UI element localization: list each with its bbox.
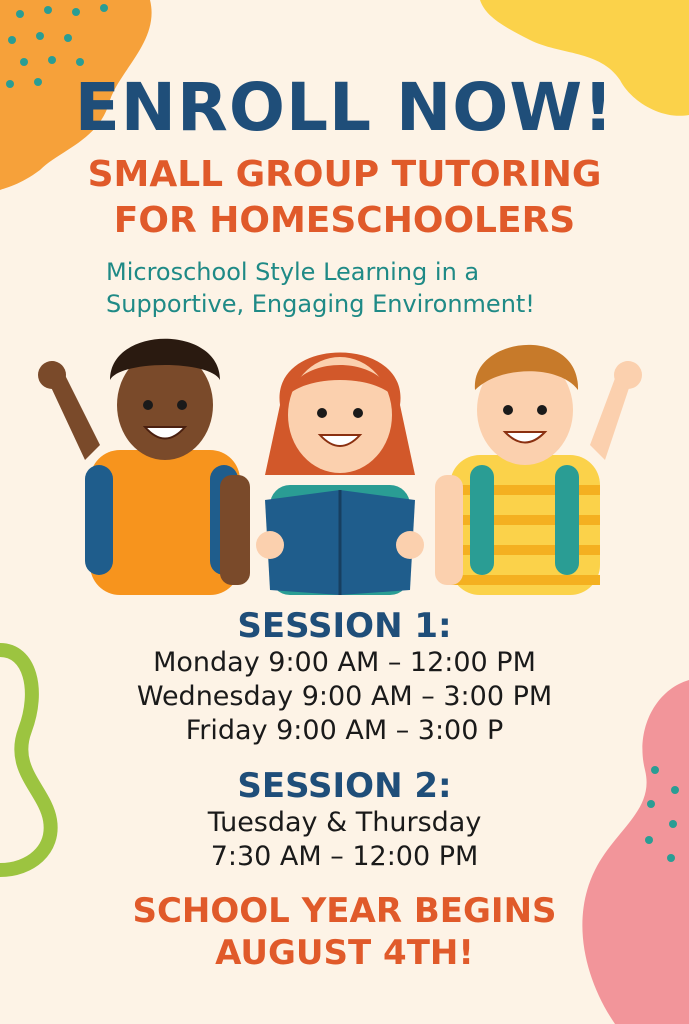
session-1-heading: SESSION 1:: [237, 606, 452, 646]
begins-line-2: AUGUST 4TH!: [215, 933, 474, 973]
session-2-line-1: Tuesday & Thursday: [207, 807, 482, 838]
session-2-heading: SESSION 2:: [237, 766, 452, 806]
three-children-illustration: [30, 325, 670, 600]
boy-waving-left-icon: [38, 339, 250, 595]
session-2-line-2: 7:30 AM – 12:00 PM: [210, 841, 479, 872]
begins-line-1: SCHOOL YEAR BEGINS: [132, 891, 557, 931]
subtitle: [0, 152, 689, 244]
tagline: [106, 256, 535, 320]
school-year-begins: [0, 890, 689, 974]
title-enroll-now: ENROLL NOW!: [74, 69, 615, 146]
session-1-block: [0, 606, 689, 748]
subtitle-line-2: FOR HOMESCHOOLERS: [113, 200, 576, 241]
subtitle-line-1: SMALL GROUP TUTORING: [87, 154, 602, 195]
boy-waving-right-icon: [435, 345, 642, 595]
tagline-line-1: Microschool Style Learning in a: [106, 258, 480, 286]
session-1-line-3: Friday 9:00 AM – 3:00 P: [185, 715, 504, 746]
session-2-block: [0, 766, 689, 874]
girl-reading-book-icon: [256, 353, 424, 596]
tagline-line-2: Supportive, Engaging Environment!: [106, 290, 535, 318]
session-1-line-2: Wednesday 9:00 AM – 3:00 PM: [136, 681, 553, 712]
session-1-line-1: Monday 9:00 AM – 12:00 PM: [153, 647, 536, 678]
